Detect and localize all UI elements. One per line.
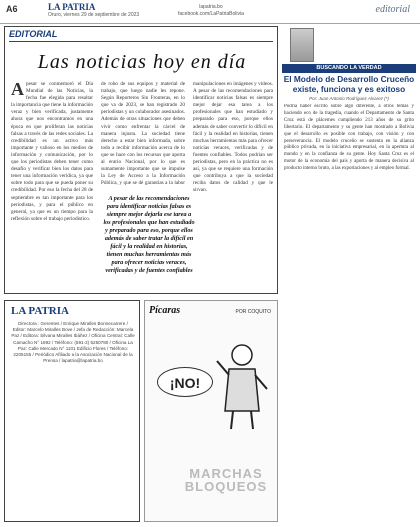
opinion-title: El Modelo de Desarrollo Cruceño existe, funciona y es exitoso [283,74,415,94]
issue-date: Oruro, viernes 29 de septiembre de 2023 [48,12,140,18]
website-link[interactable]: lapatria.bo [199,4,223,10]
column-text: manipulaciones en imágenes y videos. A pesar de las recomendaciones para identificar noticias falsas es siempre mejor dejar esa tarea a los profesionales que han estudiado y preparado para eso, porque ellos además de saber convertir lo difícil en fácil y la realidad en historias, tienen muchas herramientas más para ofrecer noticias veraces, verificadas y de fuentes confiables. Todos podrían ser periodistas, pero en la práctica no es así, ya que se requiere una formación que contribuya a que la sociedad reciba datos de calidad y que le sirvan. [193,81,273,194]
cartoon-panel [144,300,278,522]
column-text: Podría haber escrito sobre algo diferente, a otros temas y haciendo eco de la tragedia, cuando el Departamento de Santa Cruz está de plácemes cumpliendo 213 años de su grito libertario. El departamento y su gente han mostrado a Bolivia que el desarrollo es posible con trabajo, con visión y con perseverancia. El modelo cruceño se sustenta en la alianza público privada, en la iniciativa empresarial, en la apertura al mundo y en la confianza de su gente. Hoy Santa Cruz es el motor de la economía del país y aporta de manera decisiva al producto interno bruto, a las exportaciones y al empleo formal. [284,104,414,172]
column-kicker: BUSCANDO LA VERDAD [282,64,416,73]
editorial-label: EDITORIAL [9,29,58,39]
cartoon-banner: MARCHAS BLOQUEOS [184,466,268,494]
facebook-link[interactable]: facebook.com/LaPatriaBolivia [178,11,244,17]
page-header [0,0,420,24]
header-links [178,4,244,18]
cartoon-byline: POR COQUITO [235,309,271,315]
editorial-box [4,26,278,294]
opinion-body [284,104,414,522]
speech-bubble: ¡NO! [157,367,213,397]
masthead-credits: Directora : Gerentes / Enrique Miralles Bonnecarrere / Editor: Marcelo Miralles Bove / Jefa de Redacción: Marcela Paz / Editora: Silvana Miralles Ibáñez / Oficina Central: Calle Camacho N° 1892 / Teléfono: (591-2) 5250780 / Oficina La Paz: Calle Mercado N° 1101 Edificio Flores / Teléfono: 2205155 / Periódico Afiliado a la Asociación Nacional de la Prensa / lapatria@lapatria.bo [11,321,135,364]
masthead-logo: LA PATRIA [11,305,69,317]
masthead-box [4,300,140,522]
editorial-column-3 [193,81,273,291]
editorial-title: Las noticias hoy en día [37,51,247,73]
opinion-author: Por: Juan Antonio Rodríguez Alvarez (*) [309,96,389,101]
section-name: editorial [375,4,410,15]
editorial-column-2 [101,81,185,187]
divider [9,41,273,42]
pull-quote: A pesar de las recomendaciones para identificar noticias falsas es siempre mejor dejarla ese tarea a los profesionales que han estudiado y preparado para eso, porque ellos además de saber tratar la difícil en fácil y la realidad en historias, tienen muchas herramientas más para ofrecer noticias veraces, verificadas y de fuentes confiables [103,195,195,274]
page-number: A6 [6,4,18,14]
column-text: pesar se conmemoró el Día Mundial de las Noticias, la fecha fue elegida para resaltar la importancia que tiene la información veraz y bien verificada, justamente ahora que nos encontramos en una época en que proliferan las noticias falsas a través de las redes sociales. La credibilidad es un activo más importante y valioso en los medios de información y comunicación, por lo que los periodistas deben tener como desafío y verificar bien los datos para tener una información verídica, ya que sobre todo para que se pueda poner su credibilidad. Por eso la fecha del 28 de septiembre es tan importante para los periodistas, y para el público en general, ya que es un tiempo para la reflexión sobre el trabajo periodístico. [11,81,93,222]
author-photo [290,28,314,62]
column-text: de robo de sus equipos y material de trabajo, que luego nadie les repone. Según Reporteros Sin Fronteras, en lo que va de 2023, se han registrado 20 periodistas y un colaborador asesinados. Además de otras situaciones que deben vivir como enfrentar la cárcel de manera injusta. La sociedad tiene derecho a estar bien informada, sobre todo a recibir información acerca de lo que se hace con los recursos que aporta al erario Nacional, por lo que es sumamente importante que se impulse la Ley de Acceso a la Información Pública, y que se dé garantías a la labor [101,81,185,187]
cartoon-title: Pícaras [149,305,181,316]
cartoon-figure-icon [215,341,269,431]
newspaper-logo: LA PATRIA [48,2,96,12]
editorial-column-1 [11,81,93,291]
dropcap: A [11,81,24,99]
